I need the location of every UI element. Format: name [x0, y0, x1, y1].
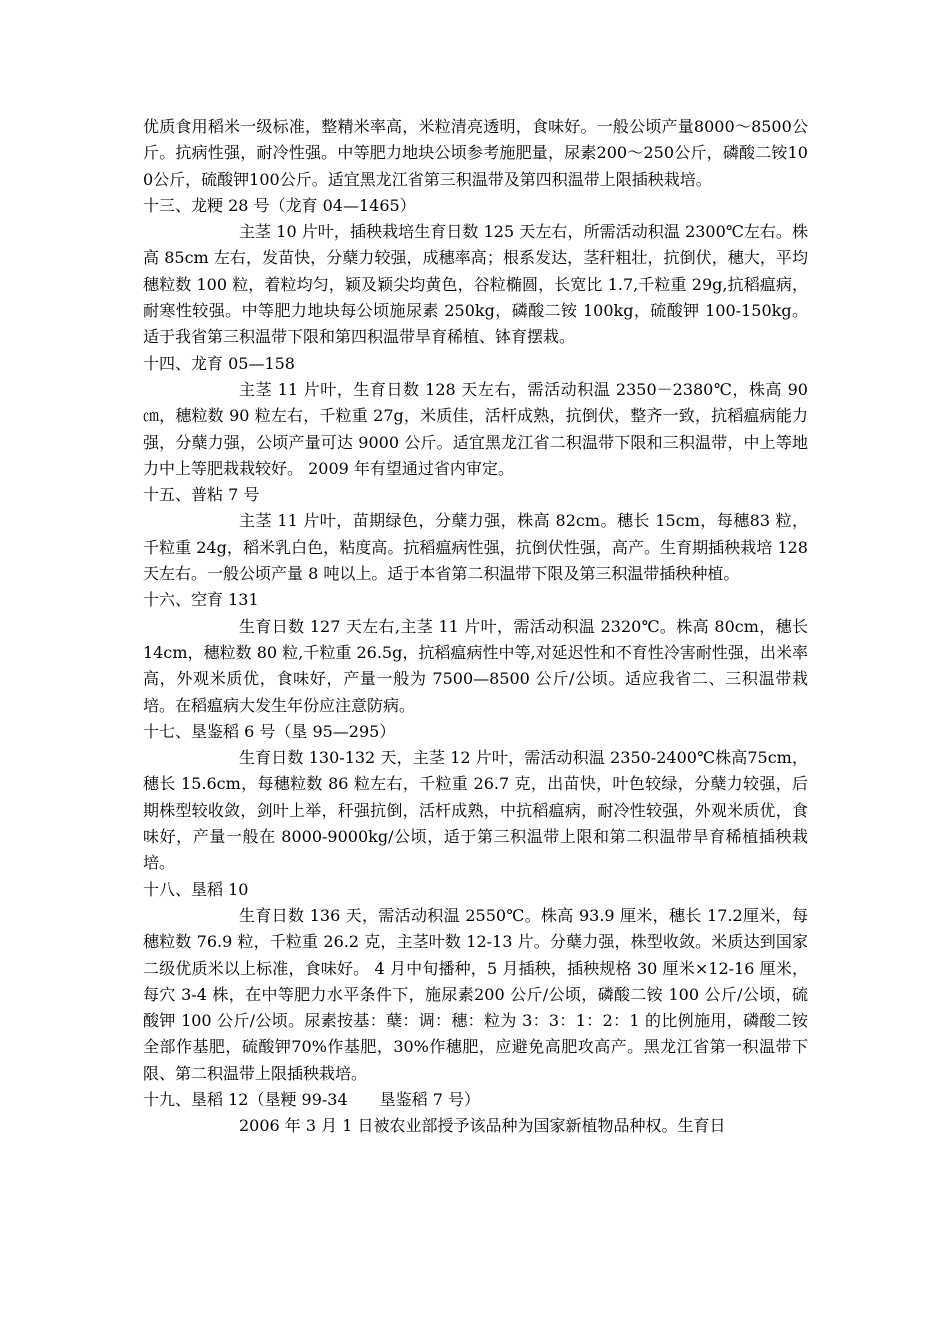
section-heading-13: 十三、龙粳 28 号（龙育 04—1465）	[143, 195, 416, 215]
document-page	[143, 114, 808, 1140]
section-body-18: 生育日数 136 天，需活动积温 2550℃。株高 93.9 厘米，穗长 17.2厘米，每穗粒数 76.9 粒，千粒重 26.2 克，主茎叶数 12-13 片。分蘖力强，株型收敛。米质达到国家二级优质米以上标准，食味好。 4 月中旬播种，5 月插秧，插秧规格 30 厘米×12-16 厘米，每穴 3-4 株，在中等肥力水平条件下，施尿素200 公斤/公顷，磷酸二铵 100 公斤/公顷，硫酸钾 100 公斤/公顷。尿素按基：蘖：调：穗：粒为 3：3：1：2：1 的比例施用，磷酸二铵全部作基肥，硫酸钾70%作基肥，30%作穗肥，应避免高肥攻高产。黑龙江省第一积温带下限、第二积温带上限插秧栽培。	[143, 905, 808, 1083]
section-heading-19: 十九、垦稻 12（垦粳 99-34 垦鉴稻 7 号）	[143, 1089, 481, 1109]
paragraph-continued: 优质食用稻米一级标准，整精米率高，米粒清亮透明，食味好。一般公顷产量8000～8500公斤。抗病性强，耐冷性强。中等肥力地块公顷参考施肥量，尿素200～250公斤，磷酸二铵100公斤，硫酸钾100公斤。适宜黑龙江省第三积温带及第四积温带上限插秧栽培。	[143, 117, 808, 189]
section-body-19: 2006 年 3 月 1 日被农业部授予该品种为国家新植物品种权。生育日	[239, 1116, 726, 1136]
section-body-14: 主茎 11 片叶，生育日数 128 天左右，需活动积温 2350－2380℃，株高 90㎝，穗粒数 90 粒左右，千粒重 27g，米质佳，活杆成熟，抗倒伏，整齐一致，抗稻瘟病能力强，分蘖力强，公顷产量可达 9000 公斤。适宜黑龙江省二积温带下限和三积温带，中上等地力中上等肥栽栽较好。 2009 年有望通过省内审定。	[143, 379, 808, 478]
section-heading-14: 十四、龙育 05—158	[143, 353, 295, 373]
section-body-17: 生育日数 130-132 天，主茎 12 片叶，需活动积温 2350-2400℃株高75cm，穗长 15.6cm，每穗粒数 86 粒左右，千粒重 26.7 克，出苗快，叶色较绿，分蘖力较强，后期株型较收敛，剑叶上举，秆强抗倒，活杆成熟，中抗稻瘟病，耐冷性较强，外观米质优，食味好，产量一般在 8000-9000kg/公顷，适于第三积温带上限和第二积温带旱育稀植插秧栽培。	[143, 748, 808, 873]
section-heading-16: 十六、空育 131	[143, 590, 259, 610]
section-heading-15: 十五、普粘 7 号	[143, 485, 260, 505]
section-heading-18: 十八、垦稻 10	[143, 879, 249, 899]
section-body-16: 生育日数 127 天左右,主茎 11 片叶，需活动积温 2320℃。株高 80cm，穗长 14cm，穗粒数 80 粒,千粒重 26.5g，抗稻瘟病性中等,对延迟性和不育性冷害耐性强，出米率高，外观米质优，食味好，产量一般为 7500—8500 公斤/公顷。适应我省二、三积温带栽培。在稻瘟病大发生年份应注意防病。	[143, 616, 808, 715]
section-body-13: 主茎 10 片叶，插秧栽培生育日数 125 天左右，所需活动积温 2300℃左右。株高 85cm 左右，发苗快，分蘖力较强，成穗率高；根系发达，茎秆粗壮，抗倒伏，穗大，平均穗粒数 100 粒，着粒均匀，颖及颖尖均黄色，谷粒椭圆，长宽比 1.7,千粒重 29g,抗稻瘟病，耐寒性较强。中等肥力地块每公顷施尿素 250kg，磷酸二铵 100kg，硫酸钾 100-150kg。适于我省第三积温带下限和第四积温带旱育稀植、钵育摆栽。	[143, 222, 808, 347]
section-heading-17: 十七、垦鉴稻 6 号（垦 95—295）	[143, 721, 396, 741]
section-body-15: 主茎 11 片叶，苗期绿色，分蘖力强，株高 82cm。穗长 15cm，每穗83 粒，千粒重 24g，稻米乳白色，粘度高。抗稻瘟病性强，抗倒伏性强，高产。生育期插秧栽培 128 天左右。一般公顷产量 8 吨以上。适于本省第二积温带下限及第三积温带插秧种植。	[143, 511, 808, 584]
